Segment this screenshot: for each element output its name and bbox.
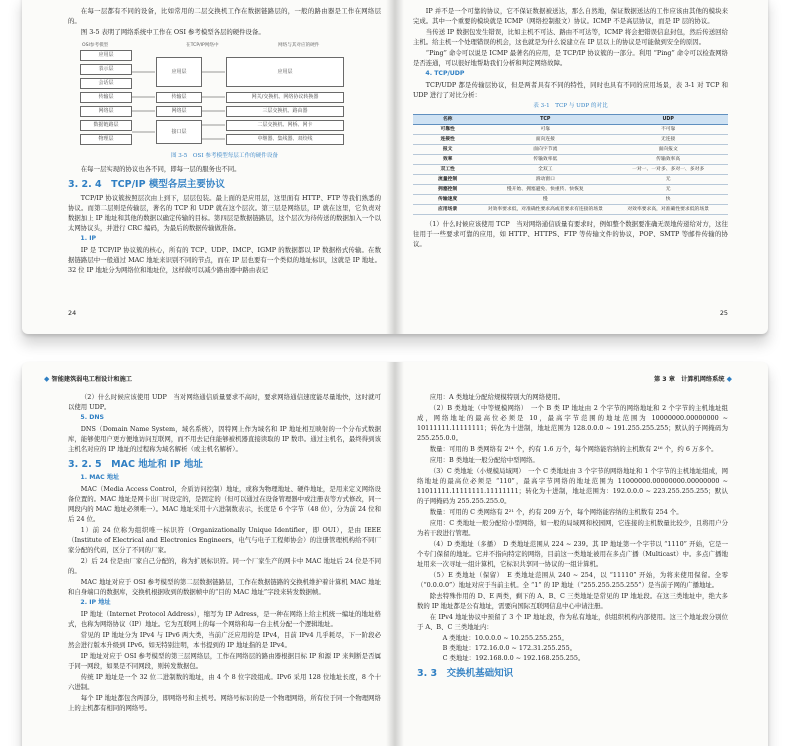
table-cell: 快	[608, 195, 728, 205]
page-25	[395, 0, 768, 334]
bottom-book-spread	[22, 362, 768, 746]
table-row	[413, 145, 728, 155]
table-cell: 传输效率低	[482, 155, 608, 165]
subsection-heading: 2. IP 地址	[80, 599, 111, 606]
paragraph: 数量：可用的 C 类网络有 2²¹ 个，约有 209 万个，每个网络能容纳的主机数有 254 个。	[429, 508, 683, 516]
subsection-heading: 1. MAC 地址	[80, 474, 120, 481]
table-cell: 无	[608, 175, 728, 185]
paragraph: IP 是 TCP/IP 协议簇的核心，所有的 TCP、UDP、IMCP、IGMP 的数据都以 IP 数据格式传输。在数据链路层中一般通过 MAC 地址来识别不同的节点，而在 IP 层也要有一个类似的地址标识，这就是 IP 地址。32 位 IP 地址分为网络位和地址位，这样做可以减少路由器中路由表记	[68, 246, 381, 274]
paragraph: 应用：C 类地址一般分配给小型网络，如一般的局域网和校园网，它连接的主机数量比较少，且将用户分为若干段进行管理。	[417, 519, 728, 537]
section-heading: 3. 2. 5 MAC 地址和 IP 地址	[68, 459, 203, 470]
hardware-box: 应用层	[226, 57, 344, 87]
table-cell: 连接性	[413, 135, 482, 145]
table-cell: 慢	[482, 195, 608, 205]
page-24	[22, 0, 395, 334]
diagram-label: 网络与其对应的硬件	[278, 43, 320, 48]
table-cell: 报文	[413, 145, 482, 155]
paragraph: 2）后 24 位是由厂家自己分配的，称为扩展标识符。同一个厂家生产的网卡中 MAC 地址后 24 位是不同的。	[68, 557, 381, 575]
table-caption: 表 3-1 TCP 与 UDP 的对比	[533, 103, 608, 109]
paragraph: 1）前 24 位称为组织唯一标识符（Organizationally Unique Identifier，即 OUI），是由 IEEE（Institute of Electrical and Electronics Engineers，电气与电子工程师协会）的注册管理机构给不同厂家分配的代码，区分了不同的厂家。	[68, 526, 381, 554]
paragraph: DNS（Domain Name System，域名系统），因特网上作为域名和 IP 地址相互映射的一个分布式数据库，能够使用户更方便地访问互联网，而不用去记住能够被机器直接读取的 IP 数串。通过主机名，最终得到该主机名对应的 IP 地址的过程称为域名解析（或主机名解析）。	[68, 425, 381, 453]
table-cell: 面向字节流	[482, 145, 608, 155]
osi-layer-box: 会话层	[80, 78, 132, 89]
paragraph: 应用：B 类地址一般分配给中型网络。	[429, 456, 539, 464]
paragraph: TCP/UDP 都是传输层协议，但是两者具有不同的特性，同时也具有不同的应用场景，表 3-1 对 TCP 和 UDP 进行了对比分析：	[413, 81, 728, 99]
page-left-bottom	[22, 362, 395, 746]
table-row	[413, 135, 728, 145]
table-cell: 对效率要求高，对准确性要求低的场景	[608, 205, 728, 215]
paragraph: （5）E 类地址（保留） E 类地址范围从 240 ~ 254，以 “11110” 开始，为将来使用保留。全零（“0.0.0.0”）地址对应于当前主机。全 “1” 的 IP 地址（“255.255.255.255”）是当前子网的广播地址。	[417, 571, 728, 589]
paragraph: 每个 IP 地址都包含两部分，即网络号和主机号。网络号标识的是一个物理网络，所有位于同一个物理网络上的主机都有相同的网络号。	[68, 694, 381, 712]
page-right-bottom	[395, 362, 768, 746]
figure-caption: 图 3-5 OSI 参考模型每层工作的硬件设备	[170, 153, 279, 159]
paragraph: （3）C 类地址（小规模局域网） 一个 C 类地址由 3 个字节的网络地址和 1 个字节的主机地址组成，网络地址的最高位必须是 “110”，最高字节网络的地址范围为 11000000.00000000.00000000 ~ 11011111.11111111.11111111；转化为十进制，地址范围为：192.0.0.0 ~ 223.255.255.255；默认的子网掩码为 255.255.255.0。	[417, 467, 728, 505]
paragraph: 数量：可用的 B 类网络有 2¹⁴ 个，约有 1.6 万个，每个网络能容纳的主机数有 2¹⁶ 个，约 6 万多个。	[429, 445, 718, 453]
diagram-label: 在TCP/IP网络中	[186, 43, 219, 48]
table-cell: 面向连接	[482, 135, 608, 145]
tcpip-layer-box: 网络层	[156, 106, 202, 117]
running-head-text: 第 3 章 计算机网络系统	[653, 376, 725, 383]
tcpip-layer-box: 接口层	[156, 120, 202, 144]
hardware-box: 二层交换机、网桥、网卡	[226, 120, 344, 131]
table-header: TCP	[482, 115, 608, 125]
section-heading: 3. 3 交换机基础知识	[417, 668, 514, 679]
paragraph: 在每一层都有不同的设备，比如常用的二层交换机工作在数据链路层的，一般的路由器是工作在网络层的。	[68, 7, 381, 25]
table-cell: 可靠性	[413, 125, 482, 135]
top-book-spread	[22, 0, 768, 334]
tcp-udp-table	[413, 114, 728, 215]
table-row	[413, 165, 728, 175]
running-head	[654, 374, 732, 385]
paragraph: 在每一层实现的协议也各不同，即每一层的服务也不同。	[80, 165, 241, 173]
table-cell: 无连接	[608, 135, 728, 145]
tcpip-layer-box: 传输层	[156, 92, 202, 103]
table-row	[413, 155, 728, 165]
hardware-box: 中继器、集线器、双绞线	[226, 134, 344, 145]
running-head-text: 智能建筑弱电工程设计和施工	[51, 376, 132, 383]
table-cell: 应用场景	[413, 205, 482, 215]
osi-layer-box: 物理层	[80, 134, 132, 145]
table-row	[413, 205, 728, 215]
tcpip-layer-box: 应用层	[156, 57, 202, 87]
paragraph: （4）D 类地址（多播） D 类地址范围从 224 ~ 239。其 IP 地址第一个字节以 “1110” 开始，它是一个专门保留的地址。它并不指向特定的网络，目前这一类地址被用在多点广播（Multicast）中。多点广播地址用来一次寻址一组计算机，它标识共享同一协议的一组计算机。	[417, 540, 728, 568]
diagram-connectors	[68, 41, 368, 149]
osi-layer-box: 数据链路层	[80, 120, 132, 131]
table-row	[413, 195, 728, 205]
table-row	[413, 175, 728, 185]
subsection-heading: 4. TCP/UDP	[425, 70, 465, 77]
paragraph: （2）什么时候应该使用 UDP 当对网络通信质量要求不高时，要求网络通信速度能尽量地快，这时就可以使用 UDP。	[68, 393, 381, 411]
table-cell: 滑动窗口	[482, 175, 608, 185]
osi-layer-box: 应用层	[80, 50, 132, 61]
paragraph: IP 地址对应于 OSI 参考模型的第三层网络层，工作在网络层的路由器根据目标 IP 和源 IP 来判断是否属于同一网段，如果是不同网段，则转发数据包。	[68, 652, 381, 670]
section-heading: 3. 2. 4 TCP/IP 模型各层主要协议	[68, 179, 225, 190]
table-header: 名称	[413, 115, 482, 125]
paragraph: TCP/IP 协议簇按照层次由上到下，层层包装。最上面的是应用层，这里面有 HTTP、FTP 等我们熟悉的协议。而第二层则是传输层，著名的 TCP 和 UDP 就在这个层次。第三层是网络层，IP 就在这里，它负责对数据加上 IP 地址和其他的数据以确定传输的目标。第四层是数据链路层，这个层次为待传送的数据加入一个以太网协议头，并进行 CRC 编码，为最后的数据传输做准备。	[68, 194, 381, 232]
table-row	[413, 185, 728, 195]
table-header: UDP	[608, 115, 728, 125]
hardware-box: 网关/交换机、网络协议转换器	[226, 92, 344, 103]
list-item: B 类地址：172.16.0.0 ~ 172.31.255.255。	[442, 644, 577, 652]
table-cell: 面向报文	[608, 145, 728, 155]
paragraph: 除去特殊作用的 D、E 两类，剩下的 A、B、C 三类地址是常见的 IP 地址段。在这三类地址中，绝大多数的 IP 地址都是公有地址，需要向国际互联网信息中心申请注册。	[417, 592, 728, 610]
private-address-list	[443, 633, 728, 663]
paragraph: 当传送 IP 数据包发生错误，比如主机不可达、路由不可达等，ICMP 将会把错误信息封包，然后传送回给主机。给主机一个处理错误的机会，这也就是为什么说建立在 IP 层以上的协议是可能做到安全的原因。	[413, 28, 728, 46]
paragraph: MAC（Media Access Control，介质访问控制）地址，或称为物理地址、硬件地址，是用来定义网络设备位置的。MAC 地址是网卡出厂时设定的，是固定的（但可以通过在设备管理器中或注册表等方式修改，同一网段内的 MAC 地址必须唯一）。MAC 地址采用十六进制数表示，长度是 6 个字节（48 位），分为前 24 位和后 24 位。	[68, 485, 381, 523]
osi-layer-box: 网络层	[80, 106, 132, 117]
page-number: 25	[719, 309, 728, 317]
table-cell: 无	[608, 185, 728, 195]
paragraph: “Ping” 命令可以说是 ICMP 最著名的应用，是 TCP/IP 协议簇的一部分。利用 “Ping” 命令可以检查网络是否连通，可以很好地帮助我们分析和判定网络故障。	[413, 49, 728, 67]
table-body	[413, 125, 728, 215]
osi-layer-box: 表示层	[80, 64, 132, 75]
paragraph: 应用：A 类地址分配给规模特别大的网络使用。	[429, 393, 565, 401]
table-cell: 对效率要求低，对准确性要求高或者要求有连接的场景	[482, 205, 608, 215]
paragraph: （1）什么时候应该使用 TCP 当对网络通信质量有要求时，例如整个数据要准确无误地传递给对方，这往往用于一些要求可靠的应用，如 HTTP、HTTPS、FTP 等传输文件的协议，POP、SMTP 等邮件传输的协议。	[413, 220, 728, 248]
osi-layer-box: 传输层	[80, 92, 132, 103]
table-cell: 一对一、一对多、多对一、多对多	[608, 165, 728, 175]
subsection-heading: 1. IP	[80, 235, 97, 242]
table-cell: 可靠	[482, 125, 608, 135]
paragraph: 传统 IP 地址是一个 32 位二进制数的地址，由 4 个 8 位字段组成。IPv6 采用 128 位地址长度，8 个十六进制。	[68, 673, 381, 691]
running-head	[44, 374, 132, 385]
diamond-icon: ◆	[44, 375, 50, 383]
hardware-box: 三层交换机、路由器	[226, 106, 344, 117]
table-cell: 效率	[413, 155, 482, 165]
table-cell: 流量控制	[413, 175, 482, 185]
table-cell: 全双工	[482, 165, 608, 175]
paragraph: IP 并不是一个可靠的协议，它不保证数据被送达，那么自然地，保证数据送达的工作应该由其他的模块来完成。其中一个重要的模块就是 ICMP（网络控制报文）协议。ICMP 不是高层协议，而是 IP 层的协议。	[413, 7, 728, 25]
diagram-label: OSI参考模型	[82, 43, 109, 48]
table-cell: 慢开始、拥塞避免、快重传、快恢复	[482, 185, 608, 195]
paragraph: （2）B 类地址（中等规模网络） 一个 B 类 IP 地址由 2 个字节的网络地址和 2 个字节的主机地址组成，网络地址的最高位必须是 10，最高字节范围的地址范围为 10000000.00000000 ~ 10111111.11111111；转化为十进制，地址范围为 128.0.0.0 ~ 191.255.255.255；默认的子网掩码为 255.255.0.0。	[417, 404, 728, 442]
table-cell: 传输速度	[413, 195, 482, 205]
osi-hardware-diagram	[68, 41, 381, 149]
paragraph: IP 地址（Internet Protocol Address），缩写为 IP Adress，是一种在网络上给主机统一编址的地址格式，也称为网络协议（IP）地址。它为互联网上的每一个网络和每一台主机分配一个逻辑地址。	[68, 610, 381, 628]
paragraph: 在 IPv4 地址协议中预留了 3 个 IP 地址段，作为私有地址，供组织机构内部使用。这三个地址段分别位于 A、B、C 三类地址内：	[417, 613, 728, 631]
table-cell: 不可靠	[608, 125, 728, 135]
paragraph: MAC 地址对应于 OSI 参考模型的第二层数据链路层，工作在数据链路的交换机维护着计算机 MAC 地址和自身端口的数据库，交换机根据收到的数据帧中的“目的 MAC 地址”字段来转发数据帧。	[68, 578, 381, 596]
diamond-icon: ◆	[726, 375, 732, 383]
paragraph: 图 3-5 表明了网络系统中工作在 OSI 参考模型各层的硬件设备。	[80, 28, 265, 36]
table-row	[413, 125, 728, 135]
list-item: A 类地址：10.0.0.0 ~ 10.255.255.255。	[442, 634, 568, 642]
paragraph: 常见的 IP 地址分为 IPv4 与 IPv6 两大类，当前广泛应用的是 IPv4，目前 IPv4 几乎耗尽，下一阶段必然会进行版本升级到 IPv6。如无特别注明，本书提到的 IP 地址指的是 IPv4。	[68, 631, 381, 649]
list-item: C 类地址：192.168.0.0 ~ 192.168.255.255。	[442, 654, 585, 662]
table-cell: 传输效率高	[608, 155, 728, 165]
table-cell: 双工性	[413, 165, 482, 175]
page-number: 24	[68, 309, 77, 317]
subsection-heading: 5. DNS	[80, 414, 104, 421]
table-cell: 拥塞控制	[413, 185, 482, 195]
